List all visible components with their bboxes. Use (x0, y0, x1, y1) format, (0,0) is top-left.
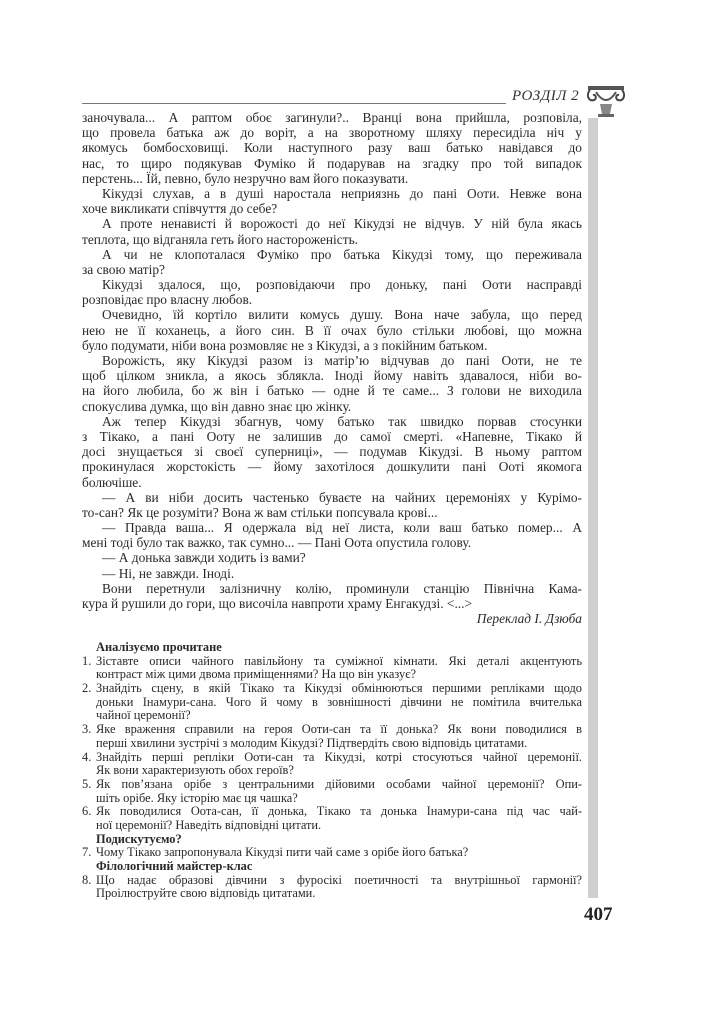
page-number: 407 (584, 904, 613, 925)
question-number: 5. (82, 776, 92, 791)
paragraph (82, 110, 582, 186)
paragraph (82, 490, 582, 520)
text-line: — Ні, не завжди. Іноді. (102, 565, 235, 581)
text-line: Аж тепер Кікудзі збагнув, чому батько так швидко порвав стосунки (102, 413, 582, 429)
translator-credit: Переклад І. Дзюба (476, 611, 582, 627)
question-line: контраст між цими двома приміщеннями? На що він указує? (96, 668, 417, 682)
question-number: 7. (82, 845, 92, 860)
text-line: було подумати, ніби вона розмовляє не з Кікудзі, а з покійним батьком. (82, 337, 488, 353)
question-number: 4. (82, 749, 92, 764)
question-item (82, 682, 582, 723)
text-line: Очевидно, їй кортіло вилити комусь душу. Вона наче забула, що перед (102, 307, 582, 323)
text-line: що провела батька аж до воріт, а на зворотному шляху пересиділа ніч у (82, 125, 582, 141)
text-line: кура й рушили до гори, що височіла навпроти храму Енгакудзі. <...> (82, 596, 473, 611)
text-line: на його любила, бо ж він і батько — одне й те саме... З голови не виходила (82, 383, 582, 399)
questions-section (82, 641, 582, 901)
paragraph (82, 186, 582, 216)
text-line: заночувала... А раптом обоє загинули?.. Вранці вона прийшла, розповіла, (82, 110, 582, 125)
question-number: 8. (82, 872, 92, 887)
question-line: Що надає образові дівчини з фуросікі поетичності та внутрішньої гармонії? (96, 873, 582, 887)
text-line: — А ви ніби досить частенько буваєте на чайних церемоніях у Курімо- (102, 489, 582, 505)
section-heading: Філологічний майстер-клас (96, 860, 253, 873)
question-item (82, 778, 582, 805)
paragraph (82, 581, 582, 611)
question-line: Чому Тікако запропонувала Кікудзі пити чай саме з орібе його батька? (96, 846, 469, 860)
question-item (82, 751, 582, 778)
question-item (82, 723, 582, 750)
text-line: нею не її коханець, а його син. В її очах було стільки любові, що можна (82, 322, 582, 338)
question-line: ної церемонії? Наведіть відповідні цитати. (96, 818, 322, 832)
question-line: Як поводилися Оота-сан, її донька, Тікако та донька Інамури-сана під час чай- (96, 805, 582, 819)
question-number: 2. (82, 681, 92, 696)
text-line: досі знущається зі своєї суперниці», — подумав Кікудзі. В ньому раптом (82, 444, 582, 460)
paragraph (82, 566, 582, 581)
text-line: прокинулася жорстокість — йому захотілося дошкулити пані Ооті якомога (82, 459, 582, 475)
question-number: 1. (82, 653, 92, 668)
question-line: чайної церемонії? (96, 709, 191, 723)
question-item (82, 805, 582, 832)
question-number: 3. (82, 722, 92, 737)
paragraph (82, 307, 582, 353)
text-line: Ворожість, яку Кікудзі разом із матір’ю відчував до пані Ооти, не те (102, 353, 582, 368)
question-line: перші хвилини зустрічі з молодим Кікудзі? Підтвердіть свою відповідь цитатами. (96, 736, 528, 750)
paragraph (82, 414, 582, 490)
text-line: за свою матір? (82, 261, 165, 277)
text-line: перстень... Їй, певно, було незручно вам його показувати. (82, 170, 409, 186)
text-line: — А донька завжди ходить із вами? (102, 550, 306, 566)
question-line: шіть орібе. Яку історію має ця чашка? (96, 791, 298, 805)
text-line: з Тікако, а пані Ооту не залишив до самої смерті. «Напевне, Тікако й (82, 428, 582, 444)
paragraph (82, 550, 582, 565)
question-item (82, 655, 582, 682)
column-capital-ornament-icon (584, 82, 628, 118)
header-rule (82, 103, 506, 104)
text-line: хоче викликати співчуття до себе? (82, 201, 278, 217)
question-line: Яке враження справили на героя Ооти-сан та її донька? Як вони поводилися в (96, 723, 582, 737)
section-heading: Аналізуємо прочитане (96, 641, 222, 654)
question-number: 6. (82, 804, 92, 819)
paragraph (82, 353, 582, 414)
paragraph (82, 277, 582, 307)
text-line: мені тоді було так важко, так сумно... — Пані Оота опустила голову. (82, 535, 472, 551)
paragraph (82, 247, 582, 277)
text-line: А проте ненависті й ворожості до неї Кікудзі не відчув. У ній була якась (102, 216, 582, 232)
question-line: Знайдіть перші репліки Ооти-сан та Кікудзі, котрі стосуються чайної церемонії. (96, 750, 582, 764)
question-item (82, 874, 582, 901)
question-line: Як пов’язана орібе з центральними дійовими особами чайної церемонії? Опи- (96, 777, 582, 791)
question-line: Зіставте описи чайного павільйону та суміжної кімнати. Які деталі акцентують (96, 654, 582, 668)
text-line: нас, то щиро подякував Фуміко й подарував на згадку про той випадок (82, 155, 582, 171)
text-line: — Правда ваша... Я одержала від неї листа, коли ваш батько помер... А (102, 520, 582, 536)
text-line: болючіше. (82, 474, 142, 490)
text-line: теплота, що відганяла геть його настороженість. (82, 231, 359, 247)
section-heading: Подискутуємо? (96, 832, 182, 846)
text-line: Кікудзі слухав, а в душі наростала неприязнь до пані Ооти. Невже вона (102, 185, 582, 201)
question-line: Проілюструйте свою відповідь цитатами. (96, 887, 316, 901)
text-line: Вони перетнули залізничну колію, проминули станцію Північна Кама- (102, 580, 582, 596)
question-line: доньки Інамури-сана. Чого й чому в зовнішності дівчини не помітила вчителька (96, 695, 582, 709)
text-line: щоб цілком зникла, а якось зблякла. Іноді йому навіть здавалося, ніби во- (82, 368, 582, 384)
question-item (82, 846, 582, 860)
margin-bar (588, 118, 598, 898)
question-line: Знайдіть сцену, в якій Тікако та Кікудзі обмінюються першими репліками щодо (96, 682, 582, 696)
question-line: Як вони характеризують обох героїв? (96, 764, 294, 778)
text-line: А чи не клопоталася Фуміко про батька Кікудзі тому, що переживала (102, 246, 582, 262)
paragraph (82, 216, 582, 246)
text-line: спокуслива думка, що він давно знає цю жінку. (82, 398, 352, 414)
text-line: Кікудзі здалося, що, розповідаючи про доньку, пані Ооти насправді (102, 277, 582, 293)
text-line: якомусь бомбосховищі. Коли наступного разу ваш батько навідався до (82, 140, 582, 156)
story-text (82, 110, 582, 626)
text-line: розповідає про власну любов. (82, 292, 253, 308)
chapter-title: РОЗДІЛ 2 (512, 88, 580, 104)
paragraph (82, 520, 582, 550)
text-line: то-сан? Як це розуміти? Вона ж вам стільки попсувала крові... (82, 504, 438, 520)
